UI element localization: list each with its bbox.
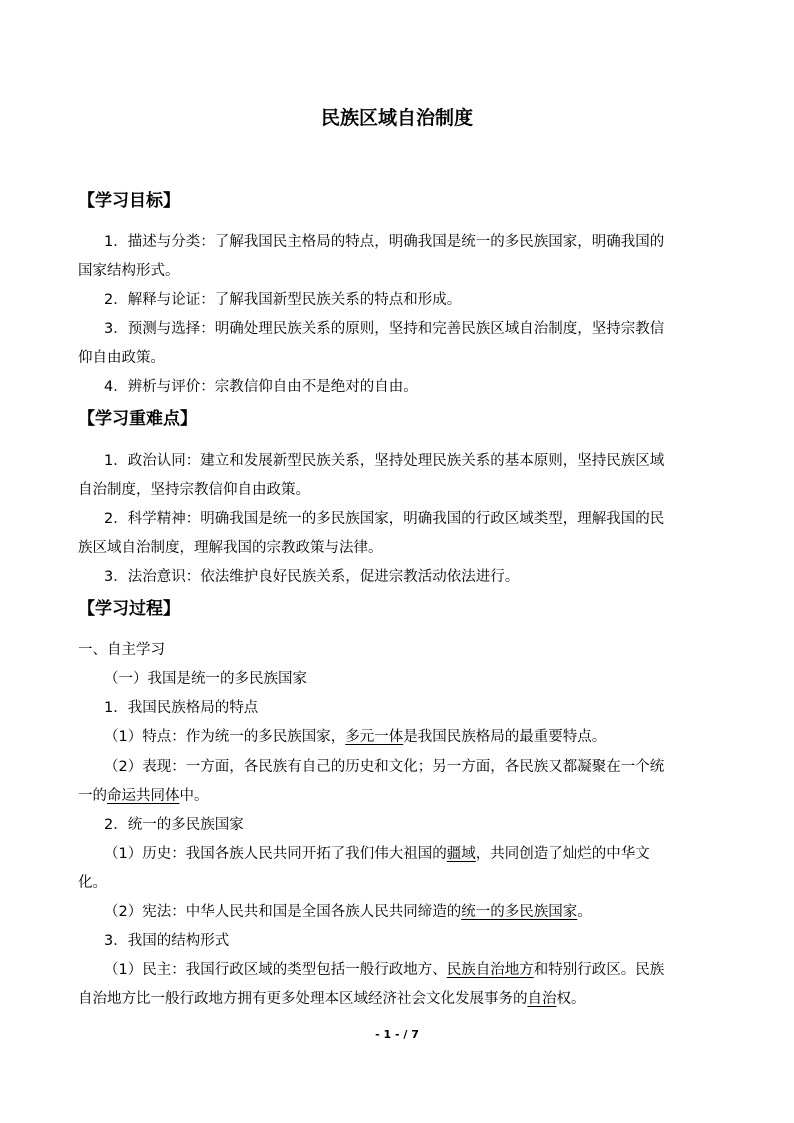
process-point-1: 1．我国民族格局的特点 <box>104 700 259 716</box>
goal-item-3-line-1: 3．预测与选择：明确处理民族关系的原则，坚持和完善民族区域自治制度，坚持宗教信 <box>104 321 665 337</box>
underlined-answer: 自治 <box>527 991 557 1007</box>
text: 自治地方比一般行政地方拥有更多处理本区域经济社会文化发展事务的 <box>78 991 528 1007</box>
goal-item-1-line-2: 国家结构形式。 <box>78 263 180 279</box>
page-title: 民族区域自治制度 <box>320 107 473 129</box>
underlined-answer: 疆域 <box>446 846 476 862</box>
text: 中。 <box>179 788 209 804</box>
goal-item-4: 4．辨析与评价：宗教信仰自由不是绝对的自由。 <box>104 379 418 395</box>
text: 一的 <box>78 788 107 804</box>
process-point-2a-line-2: 化。 <box>78 875 107 891</box>
keypoint-item-2-line-1: 2．科学精神：明确我国是统一的多民族国家，明确我国的行政区域类型，理解我国的民 <box>104 511 665 527</box>
text: 和特别行政区。民族 <box>533 962 665 978</box>
process-point-2: 2．统一的多民族国家 <box>104 817 244 833</box>
text: 权。 <box>556 991 586 1007</box>
process-point-1b-line-2 <box>78 785 728 807</box>
process-part-1: 一、自主学习 <box>78 642 165 658</box>
underlined-answer: 命运共同体 <box>107 788 180 804</box>
page-number: - 1 - / 7 <box>375 1028 419 1041</box>
goal-item-3-line-2: 仰自由政策。 <box>78 350 165 366</box>
text: 。 <box>577 904 592 920</box>
text: （1）历史：我国各族人民共同开拓了我们伟大祖国的 <box>104 846 447 862</box>
underlined-answer: 多元一体 <box>345 729 404 745</box>
process-point-1b-line-1: （2）表现：一方面，各民族有自己的历史和文化；另一方面，各民族又都凝聚在一个统 <box>104 759 665 775</box>
process-point-3a-line-2 <box>78 988 728 1010</box>
process-subsection-1: （一）我国是统一的多民族国家 <box>104 671 307 687</box>
text: （1）特点：作为统一的多民族国家， <box>104 729 346 745</box>
goal-item-2: 2．解释与论证：了解我国新型民族关系的特点和形成。 <box>104 292 462 308</box>
keypoint-item-1-line-2: 自治制度，坚持宗教信仰自由政策。 <box>78 482 310 498</box>
process-point-2a-line-1 <box>104 843 724 865</box>
process-point-3a-line-1 <box>104 959 724 981</box>
underlined-answer: 民族自治地方 <box>446 962 534 978</box>
section-heading-keypoints: 【学习重难点】 <box>78 409 197 429</box>
process-point-2b <box>104 901 754 923</box>
text: （2）宪法：中华人民共和国是全国各族人民共同缔造的 <box>104 904 462 920</box>
section-heading-process: 【学习过程】 <box>78 599 180 619</box>
text: （1）民主：我国行政区域的类型包括一般行政地方、 <box>104 962 447 978</box>
keypoint-item-3: 3．法治意识：依法维护良好民族关系，促进宗教活动依法进行。 <box>104 569 520 585</box>
underlined-answer: 统一的多民族国家 <box>461 904 578 920</box>
text: 是我国民族格局的最重要特点。 <box>403 729 607 745</box>
text: ，共同创造了灿烂的中华文 <box>475 846 650 862</box>
section-heading-goals: 【学习目标】 <box>78 191 180 211</box>
keypoint-item-1-line-1: 1．政治认同：建立和发展新型民族关系，坚持处理民族关系的基本原则，坚持民族区域 <box>104 453 665 469</box>
process-point-3: 3．我国的结构形式 <box>104 933 230 949</box>
process-point-1a <box>104 726 754 748</box>
keypoint-item-2-line-2: 族区域自治制度，理解我国的宗教政策与法律。 <box>78 540 383 556</box>
goal-item-1-line-1: 1．描述与分类：了解我国民主格局的特点，明确我国是统一的多民族国家，明确我国的 <box>104 234 665 250</box>
